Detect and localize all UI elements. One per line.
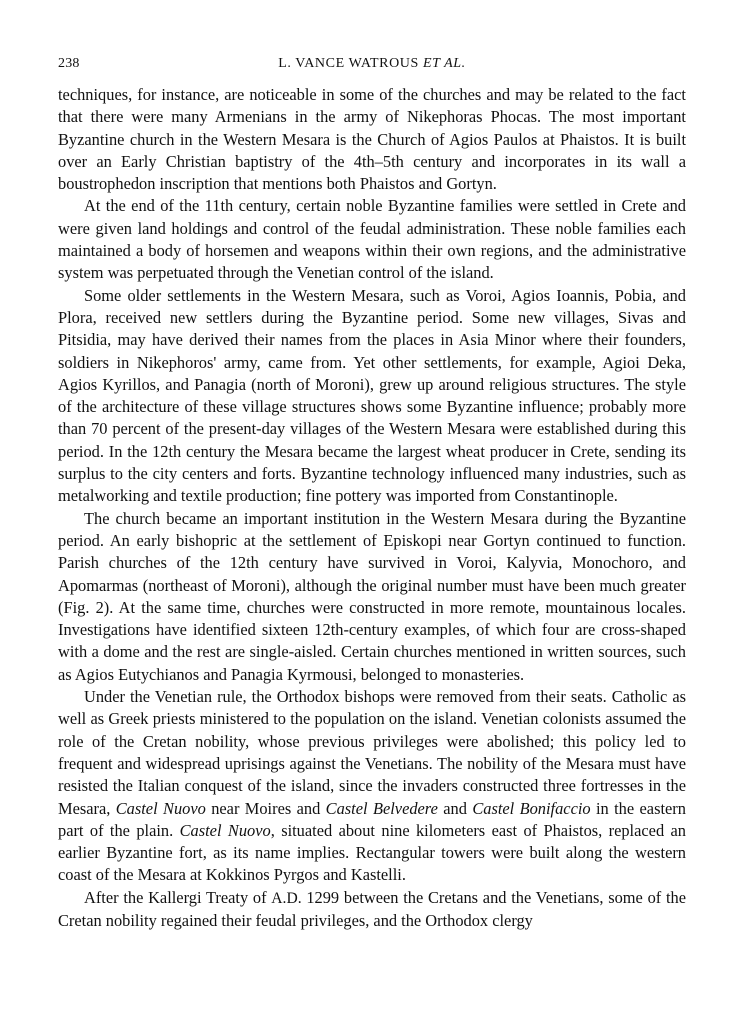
paragraph-settlements: Some older settlements in the Western Mesara, such as Voroi, Agios Ioannis, Pobia, and Plora, received new settlers during the Byzantine period. Some new villages, Sivas and Pitsidia, may have derived their names from the places in Asia Minor where their founders, soldiers in Nikephoros' army, came from. Yet other settlements, for example, Agioi Deka, Agios Kyrillos, and Panagia (north of Moroni), grew up around religious structures. The style of the architecture of these village structures shows some Byzantine influence; probably more than 70 percent of the present-day villages of the Western Mesara were established during this period. In the 12th century the Mesara became the largest wheat producer in Crete, sending its surplus to the city centers and forts. Byzantine technology influenced many industries, such as metalworking and textile production; fine pottery was imported from Constantinople. <box>58 285 686 506</box>
running-head-author: L. VANCE WATROUS <box>278 56 419 71</box>
paragraph-church-institution: The church became an important institution in the Western Mesara during the Byzantine period. An early bishopric at the settlement of Episkopi near Gortyn continued to function. Parish churches of the 12th century have survived in Voroi, Kalyvia, Monochoro, and Apomarmas (northeast of Moroni), although the original number must have been much greater (Fig. 2). At the same time, churches were constructed in more remote, mountainous locales. Investigations have identified sixteen 12th-century examples, of which four are cross-shaped with a dome and the rest are single-aisled. Certain churches mentioned in written sources, such as Agios Eutychianos and Panagia Kyrmousi, belonged to monasteries. <box>58 508 686 684</box>
era-abbreviation: A.D. <box>271 889 302 907</box>
page-header <box>58 56 686 84</box>
journal-page <box>58 56 686 932</box>
running-head <box>58 56 686 72</box>
kallergi-text-2: 1299 between the Cretans and the Venetians, some of the Cretan nobility regained their feudal privileges, and the Orthodox clergy <box>58 887 686 930</box>
venetian-text-3: and <box>443 798 467 818</box>
castel-nuovo-term-2: Castel Nuovo <box>179 820 271 840</box>
castel-nuovo-term: Castel Nuovo <box>115 798 206 818</box>
venetian-text-1: Under the Venetian rule, the Orthodox bishops were removed from their seats. Catholic as well as Greek priests ministered to the population on the island. Venetian colonists assumed the role of the Cretan nobility, whose previous privileges were abolished; this policy led to frequent and widespread uprisings against the Venetians. The nobility of the Mesara must have resisted the Italian conquest of the island, since the invaders constructed three fortresses in the Mesara, <box>58 687 686 818</box>
kallergi-text-1: After the Kallergi Treaty of <box>84 887 267 907</box>
venetian-text-2: near Moires and <box>211 798 321 818</box>
venetian-text-4: in the eastern part of the plain. <box>58 798 686 840</box>
paragraph-venetian-rule <box>58 686 686 887</box>
venetian-text-5: , situated about nine kilometers east of Phaistos, replaced an earlier Byzantine fort, as its name implies. Rectangular towers were built along the western coast of the Mesara at Kokkinos Pyrgos and Kastelli. <box>58 820 686 885</box>
running-head-etal: ET AL. <box>423 56 466 71</box>
paragraph-kallergi-treaty <box>58 887 686 933</box>
castel-bonifaccio-term: Castel Bonifaccio <box>472 798 591 818</box>
paragraph-noble-families: At the end of the 11th century, certain noble Byzantine families were settled in Crete and were given land holdings and control of the feudal administration. These noble families each maintained a body of horsemen and weapons within their own regions, and the administrative system was perpetuated through the Venetian control of the island. <box>58 196 686 283</box>
castel-belvedere-term: Castel Belvedere <box>325 798 438 818</box>
body-text <box>58 84 686 932</box>
paragraph-byzantine-churches: techniques, for instance, are noticeable in some of the churches and may be related to the fact that there were many Armenians in the army of Nikephoras Phocas. The most important Byzantine church in the Western Mesara is the Church of Agios Paulos at Phaistos. It is built over an Early Christian baptistry of the 4th–5th century and incorporates in its wall a boustrophedon inscription that mentions both Phaistos and Gortyn. <box>58 85 686 194</box>
page-number: 238 <box>58 56 80 71</box>
